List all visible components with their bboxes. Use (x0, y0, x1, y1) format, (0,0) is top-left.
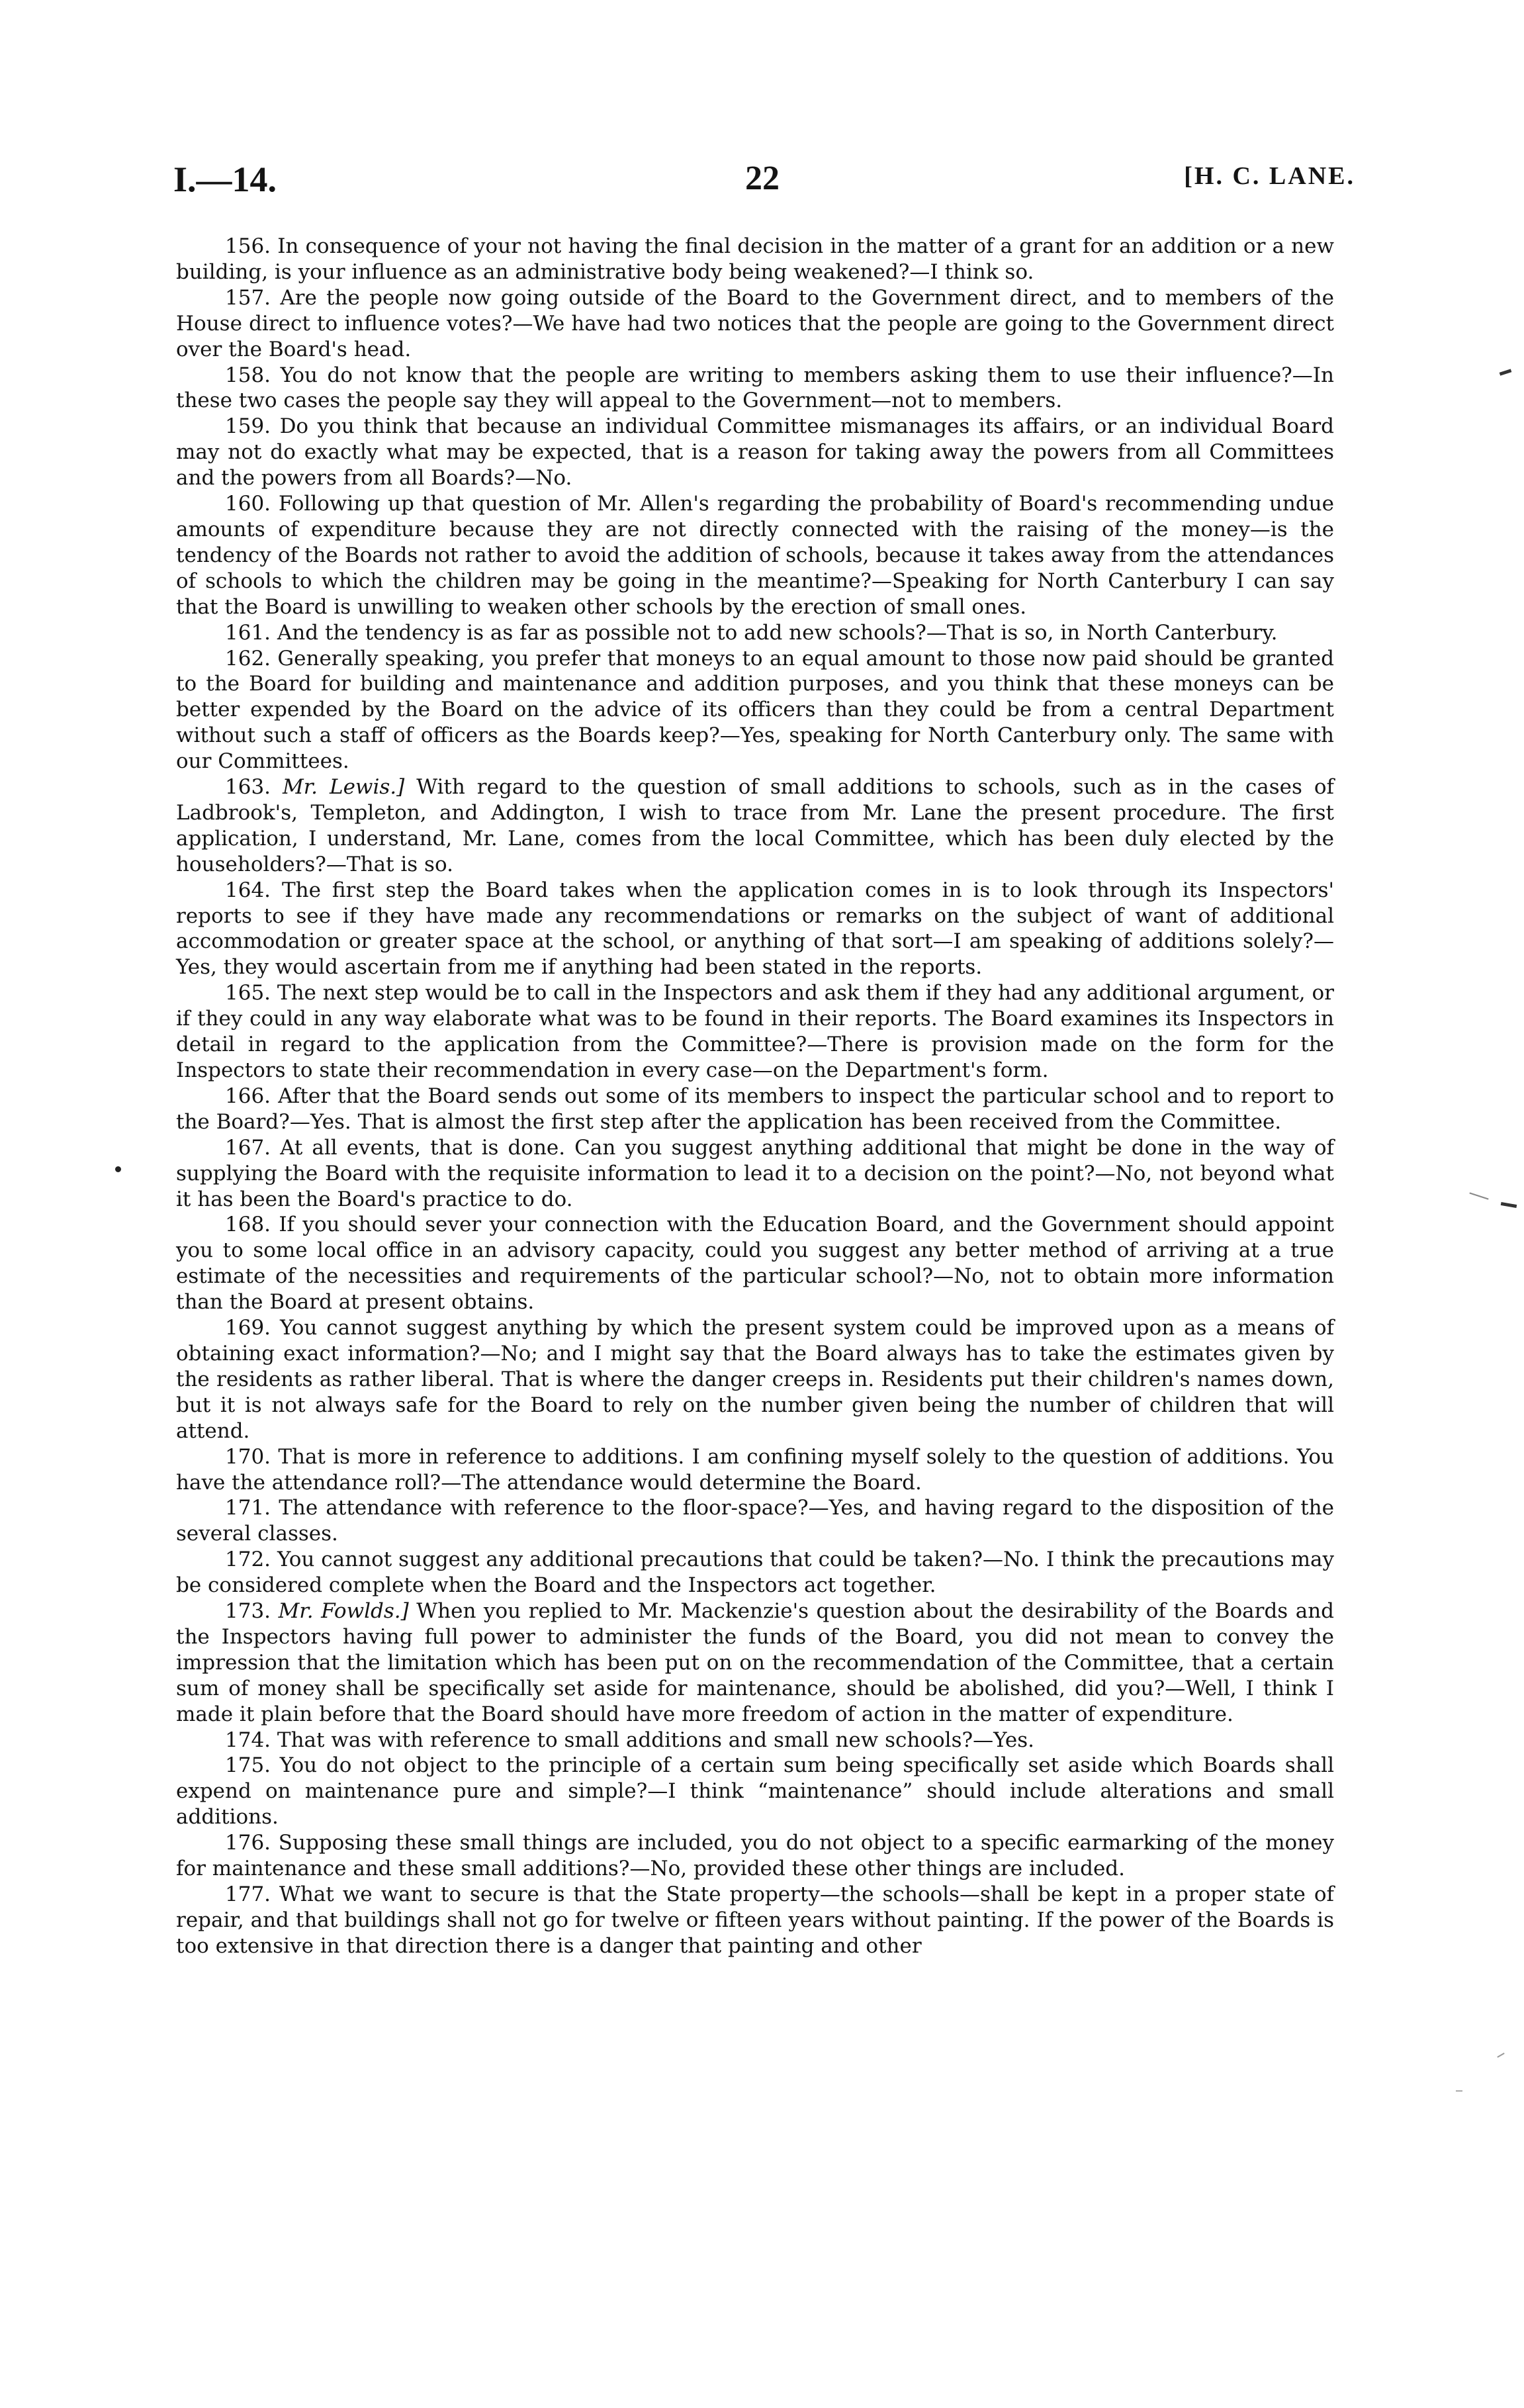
question-number: 170. (225, 1444, 271, 1469)
question-text: What we want to secure is that the State property—the schools—shall be kept in a proper state of repair, and that buildings shall not go for twelve or fifteen years without painting. If the power of the Boards is too extensive in that direction there is a danger that painting and other (176, 1882, 1334, 1958)
margin-mark (1501, 1202, 1517, 1208)
question-161 (176, 620, 1334, 646)
question-text: You cannot suggest anything by which the present system could be improved upon as a means of obtaining exact information?—No; and I might say that the Board always has to take the estimates given by the residents as rather liberal. That is where the danger creeps in. Residents put their children's names down, but it is not always safe for the Board to rely on the number given being the number of children that will attend. (176, 1316, 1334, 1443)
margin-mark (1497, 2053, 1504, 2058)
question-text: The attendance with reference to the floor-space?—Yes, and having regard to the disposition of the several classes. (176, 1496, 1334, 1546)
question-162 (176, 646, 1334, 775)
question-number: 164. (225, 878, 271, 902)
question-number: 175. (225, 1753, 271, 1778)
paper-reference: I.—14. (173, 160, 277, 199)
question-number: 166. (225, 1084, 271, 1108)
question-text: If you should sever your connection with the Education Board, and the Government should appoint you to some local office in an advisory capacity, could you suggest any better method of arriving at a true estimate of the necessities and requirements of the particular school?—No, not to obtain more information than the Board at present obtains. (176, 1213, 1334, 1315)
question-text: After that the Board sends out some of its members to inspect the particular school and to report to the Board?—Yes. That is almost the first step after the application has been received from the Committee. (176, 1084, 1334, 1134)
speaker-name: Mr. Lewis.] (283, 775, 405, 800)
question-number: 161. (225, 620, 271, 645)
question-text: And the tendency is as far as possible not to add new schools?—That is so, in North Canterbury. (277, 620, 1278, 645)
question-text: At all events, that is done. Can you suggest anything additional that might be done in the way of supplying the Board with the requisite information to lead it to a decision on the point?—No, not beyond what it has been the Board's practice to do. (176, 1135, 1335, 1211)
question-number: 159. (225, 414, 271, 439)
question-number: 174. (225, 1728, 271, 1752)
witness-name: [H. C. LANE. (1184, 162, 1355, 190)
question-number: 173. (225, 1599, 271, 1624)
question-number: 167. (225, 1135, 271, 1160)
question-number: 156. (225, 234, 271, 258)
question-text: Are the people now going outside of the Board to the Government direct, and to members of the House direct to influence votes?—We have had two notices that the people are going to the Government direct over the Board's head. (176, 285, 1334, 361)
question-168 (176, 1212, 1334, 1315)
question-number: 171. (225, 1496, 271, 1520)
question-167 (176, 1135, 1334, 1213)
question-170 (176, 1444, 1334, 1496)
question-164 (176, 878, 1334, 981)
question-number: 163. (225, 775, 271, 800)
question-text: The next step would be to call in the Inspectors and ask them if they had any additional argument, or if they could in any way elaborate what was to be found in their reports. The Board examines its Inspectors in detail in regard to the application from the Committee?—There is provision made on the form for the Inspectors to state their recommendation in every case—on the Department's form. (176, 981, 1334, 1082)
speaker-name: Mr. Fowlds.] (278, 1599, 409, 1624)
page-number: 22 (745, 160, 780, 197)
question-159 (176, 414, 1334, 491)
question-174 (176, 1728, 1334, 1753)
question-156 (176, 234, 1334, 285)
question-number: 168. (225, 1213, 271, 1237)
question-text: You do not object to the principle of a certain sum being specifically set aside which Boards shall expend on maintenance pure and simple?—I think “maintenance” should include alterations and small additions. (176, 1753, 1334, 1829)
question-158 (176, 363, 1334, 414)
question-177 (176, 1882, 1334, 1959)
question-172 (176, 1547, 1334, 1598)
question-text: Do you think that because an individual Committee mismanages its affairs, or an individual Board may not do exactly what may be expected, that is a reason for taking away the powers from all Committees and the powers from all Boards?—No. (176, 414, 1335, 490)
question-text: Supposing these small things are included, you do not object to a specific earmarking of the money for maintenance and these small additions?—No, provided these other things are included. (176, 1831, 1334, 1881)
evidence-text (176, 234, 1334, 1959)
question-text: In consequence of your not having the final decision in the matter of a grant for an addition or a new building, is your influence as an administrative body being weakened?—I think so. (176, 234, 1334, 284)
margin-dot (115, 1166, 121, 1172)
question-text: You cannot suggest any additional precautions that could be taken?—No. I think the precautions may be considered complete when the Board and the Inspectors act together. (176, 1548, 1334, 1598)
question-text: The first step the Board takes when the application comes in is to look through its Inspectors' reports to see if they have made any recommendations or remarks on the subject of want of additional accommodation or greater space at the school, or anything of that sort—I am speaking of additions solely?—Yes, they would ascertain from me if anything had been stated in the reports. (176, 878, 1335, 980)
question-165 (176, 980, 1334, 1084)
question-169 (176, 1315, 1334, 1444)
question-171 (176, 1495, 1334, 1547)
question-157 (176, 285, 1334, 363)
margin-mark (1456, 2090, 1462, 2092)
question-number: 162. (225, 646, 271, 671)
question-number: 172. (225, 1548, 271, 1572)
question-text: When you replied to Mr. Mackenzie's question about the desirability of the Boards and the Inspectors having full power to administer the funds of the Board, you did not mean to convey the impression that the limitation which has been put on on the recommendation of the Committee, that a certain sum of money shall be specifically set aside for maintenance, should be abolished, did you?—Well, I think I made it plain before that the Board should have more freedom of action in the matter of expenditure. (176, 1599, 1335, 1726)
question-number: 165. (225, 981, 271, 1005)
question-number: 160. (225, 492, 271, 516)
question-175 (176, 1753, 1334, 1830)
question-176 (176, 1830, 1334, 1882)
question-173 (176, 1598, 1334, 1728)
question-text: You do not know that the people are writing to members asking them to use their influence?—In these two cases the people say they will appeal to the Government—not to members. (176, 363, 1334, 413)
question-number: 158. (225, 363, 271, 387)
question-number: 157. (225, 285, 271, 310)
question-text: With regard to the question of small additions to schools, such as in the cases of Ladbrook's, Templeton, and Addington, I wish to trace from Mr. Lane the present procedure. The first application, I understand, Mr. Lane, comes from the local Committee, which has been duly elected by the householders?—That is so. (176, 775, 1334, 876)
question-number: 177. (225, 1882, 271, 1906)
question-163 (176, 774, 1334, 878)
question-number: 176. (225, 1831, 271, 1855)
question-text: That is more in reference to additions. I am confining myself solely to the question of additions. You have the attendance roll?—The attendance would determine the Board. (176, 1444, 1334, 1495)
question-160 (176, 491, 1334, 620)
question-text: Following up that question of Mr. Allen's regarding the probability of Board's recommending undue amounts of expenditure because they are not directly connected with the raising of the money—is the tendency of the Boards not rather to avoid the addition of schools, because it takes away from the attendances of schools to which the children may be going in the meantime?—Speaking for North Canterbury I can say that the Board is unwilling to weaken other schools by the erection of small ones. (176, 492, 1334, 619)
question-text: Generally speaking, you prefer that moneys to an equal amount to those now paid should be granted to the Board for building and maintenance and addition purposes, and you think that these moneys can be better expended by the Board on the advice of its officers than they could be from a central Department without such a staff of officers as the Boards keep?—Yes, speaking for North Canterbury only. The same with our Committees. (176, 646, 1334, 774)
question-text: That was with reference to small additions and small new schools?—Yes. (277, 1728, 1034, 1752)
page-header (171, 159, 1355, 205)
margin-mark (1469, 1192, 1488, 1199)
question-166 (176, 1084, 1334, 1135)
margin-mark (1500, 369, 1512, 375)
question-number: 169. (225, 1316, 271, 1340)
